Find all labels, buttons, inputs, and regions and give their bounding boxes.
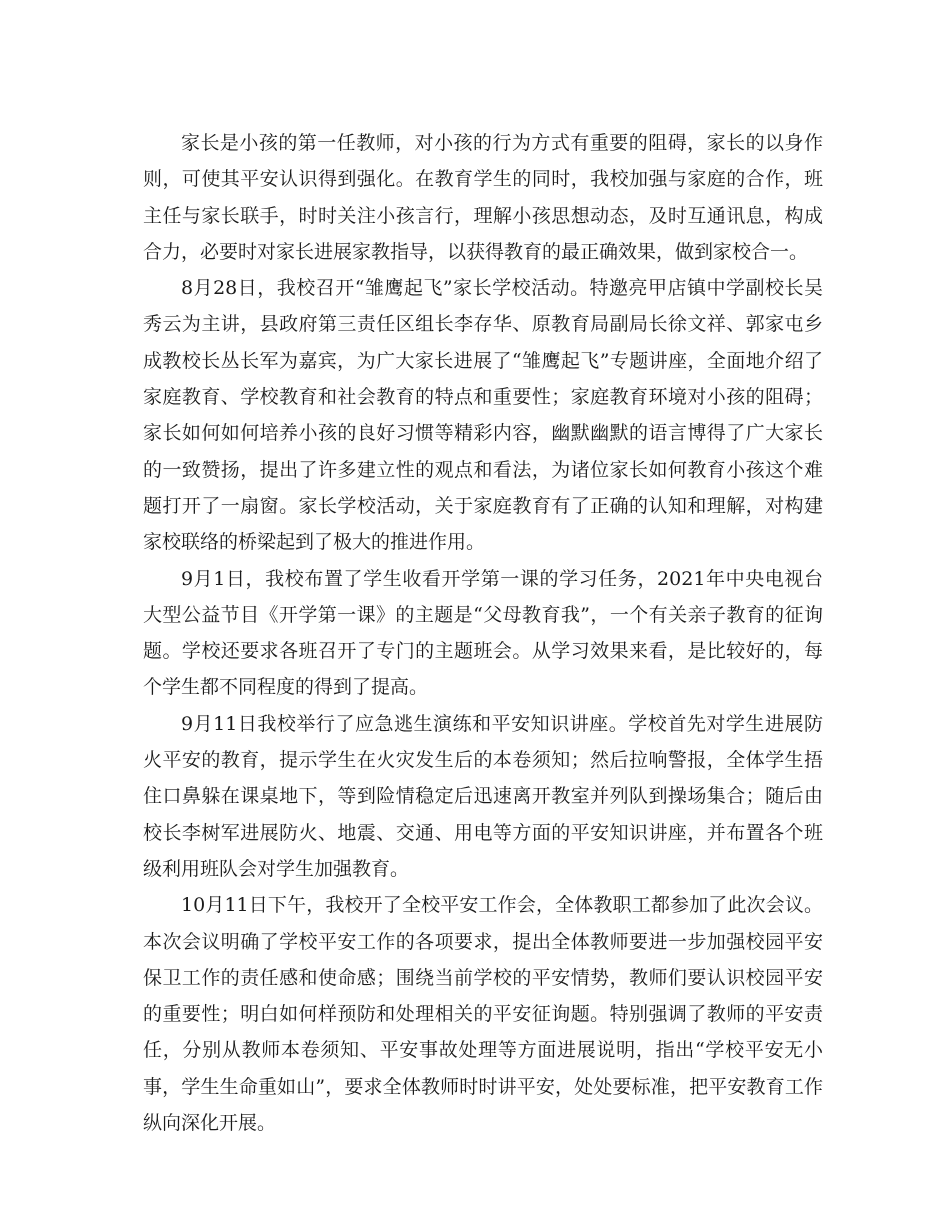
paragraph-first-lesson: 9月1日，我校布置了学生收看开学第一课的学习任务，2021年中央电视台大型公益节目《开学第一课》的主题是“父母教育我”，一个有关亲子教育的征询题。学校还要求各班召开了专门的主题班会。从学习效果来看，是比较好的，每个学生都不同程度的得到了提高。 bbox=[143, 567, 823, 699]
paragraph-parent-cooperation: 家长是小孩的第一任教师，对小孩的行为方式有重要的阻碍，家长的以身作则，可使其平安认识得到强化。在教育学生的同时，我校加强与家庭的合作，班主任与家长联手，时时关注小孩言行，理解小孩思想动态，及时互通讯息，构成合力，必要时对家长进展家教指导，以获得教育的最正确效果，做到家校合一。 bbox=[143, 132, 823, 263]
document-body bbox=[143, 125, 823, 1141]
paragraph-parent-school-event: 8月28日，我校召开“雏鹰起飞”家长学校活动。特邀亮甲店镇中学副校长吴秀云为主讲，县政府第三责任区组长李存华、原教育局副局长徐文祥、郭家屯乡成教校长丛长军为嘉宾，为广大家长进展了“雏鹰起飞”专题讲座，全面地介绍了家庭教育、学校教育和社会教育的特点和重要性；家庭教育环境对小孩的阻碍；家长如何如何培养小孩的良好习惯等精彩内容，幽默幽默的语言博得了广大家长的一致赞扬，提出了许多建立性的观点和看法，为诸位家长如何教育小孩这个难题打开了一扇窗。家长学校活动，关于家庭教育有了正确的认知和理解，对构建家校联络的桥梁起到了极大的推进作用。 bbox=[143, 277, 823, 554]
paragraph-safety-meeting: 10月11日下午，我校开了全校平安工作会，全体教职工都参加了此次会议。本次会议明确了学校平安工作的各项要求，提出全体教师要进一步加强校园平安保卫工作的责任感和使命感；围绕当前学校的平安情势，教师们要认识校园平安的重要性；明白如何样预防和处理相关的平安征询题。特别强调了教师的平安责任，分别从教师本卷须知、平安事故处理等方面进展说明，指出“学校平安无小事，学生生命重如山”，要求全体教师时时讲平安，处处要标准，把平安教育工作纵向深化开展。 bbox=[143, 894, 823, 1135]
paragraph-emergency-drill: 9月11日我校举行了应急逃生演练和平安知识讲座。学校首先对学生进展防火平安的教育，提示学生在火灾发生后的本卷须知；然后拉响警报，全体学生捂住口鼻躲在课桌地下，等到险情稳定后迅速离开教室并列队到操场集合；随后由校长李树军进展防火、地震、交通、用电等方面的平安知识讲座，并布置各个班级利用班队会对学生加强教育。 bbox=[143, 712, 823, 880]
